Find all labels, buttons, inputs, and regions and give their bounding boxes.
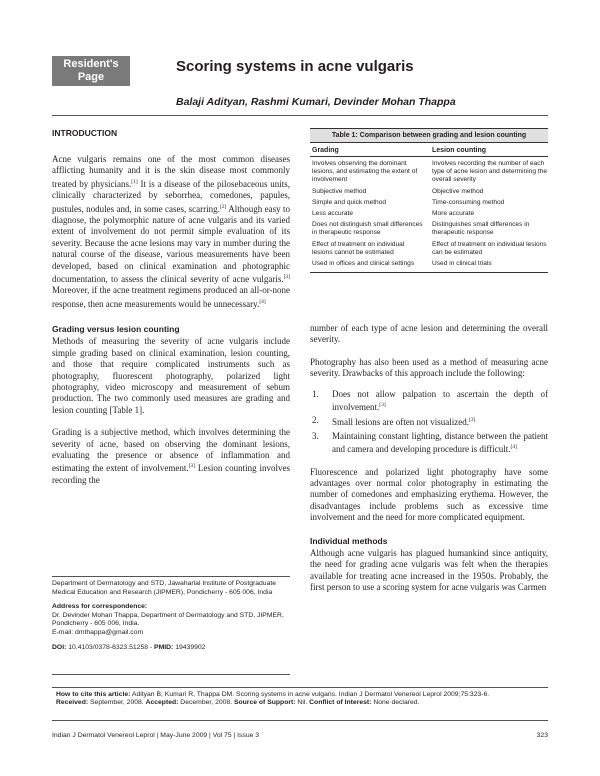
table-cell: Objective method [432, 187, 484, 195]
source-label: Source of Support: [233, 699, 296, 707]
list-item [310, 415, 548, 428]
table-cell: Less accurate [312, 210, 354, 218]
introduction-paragraph [52, 154, 290, 310]
grading-paragraph-2 [52, 427, 290, 486]
individual-methods-heading: Individual methods [310, 535, 388, 546]
grading-text-b: Lesion counting involves recording the [52, 463, 290, 485]
reference-marker: [2] [219, 203, 227, 210]
affiliation-divider [52, 576, 290, 577]
fluorescence-paragraph: Fluorescence and polarized light photography have some advantages over normal color photography in estimating the number of comedones and emphasizing erythema. However, the disadvantages include problems such as excessive time involvement and the need for more complicated equipment. [310, 466, 548, 523]
correspondence-label: Address for correspondence: [52, 603, 148, 611]
photography-drawbacks-list [310, 389, 548, 456]
page-footer [52, 732, 548, 739]
intro-text-b: It is a disease of the pilosebaceous units, clinically characterized by seborrhea, comedones, papules, pustules, nodules and, in some cases, scarring. [52, 178, 291, 214]
list-number: 1. [312, 388, 319, 399]
table-header-grading: Grading [312, 147, 339, 154]
lesion-counting-continued: number of each type of acne lesion and determining the overall severity. [310, 323, 548, 345]
doi-value[interactable]: 10.4103/0378-6323.51258 - [66, 643, 155, 651]
pmid-value[interactable]: 19439902 [173, 643, 206, 651]
table-caption: Table 1: Comparison between grading and lesion counting [310, 129, 548, 143]
reference-marker: [4] [259, 298, 266, 305]
table-cell: Effect of treatment on individual lesions can be estimated [432, 240, 547, 256]
individual-methods-paragraph: Although acne vulgaris has plagued humankind since antiquity, the need for grading acne vulgaris was felt when the therapies available for treating acne increased in the 1950s. Probably, the first person to use a scoring system for acne vulgaris was Carmen [310, 547, 548, 592]
list-text: Does not allow palpation to ascertain the depth of involvement. [332, 388, 548, 413]
residents-page-badge [52, 56, 130, 86]
table-cell: More accurate [432, 210, 475, 218]
table-cell: Simple and quick method [312, 198, 387, 206]
table-cell: Does not distinguish small differences in therapeutic response [312, 221, 423, 237]
accepted-label: Accepted: [145, 699, 179, 707]
reference-marker: [3] [283, 274, 290, 281]
affiliation-text: Department of Dermatology and STD, Jawaharlal Institute of Postgraduate Medical Education and Research (JIPMER), Pondicherry - 605 006, India [52, 580, 277, 596]
page-number: 323 [536, 732, 548, 739]
correspondence-email[interactable]: E-mail: dmthappa@gmail.com [52, 628, 144, 636]
conflict-text: None declared. [371, 699, 420, 707]
intro-text-a: Acne vulgaris remains one of the most common diseases afflicting humanity and it is the skin disease most commonly treated by physicians. [52, 154, 290, 189]
grading-paragraph-1: Methods of measuring the severity of acne vulgaris include simple grading based on clinical examination, lesion counting, and those that require complicated instruments such as photography, fluorescent photography, polarized light photography, video microscopy and measurement of sebum production. The two commonly used measures are grading and lesion counting [Table 1]. [52, 336, 290, 415]
table-header-lesion-counting: Lesion counting [432, 147, 487, 154]
table-cell: Used in offices and clinical settings [312, 260, 415, 268]
reference-marker: [3] [468, 417, 476, 424]
how-to-cite [56, 691, 544, 699]
table-cell: Distinguishes small differences in therapeutic response [432, 221, 530, 237]
table-cell: Effect of treatment on individual lesions cannot be estimated [312, 240, 405, 256]
list-item [310, 431, 548, 456]
reference-marker: [3] [188, 463, 195, 470]
badge-line2: Page [77, 71, 105, 83]
table-cell: Involves recording the number of each type of acne lesion and determining the overall severity [432, 160, 548, 184]
photography-paragraph: Photography has also been used as a method of measuring acne severity. Drawbacks of this approach include the following: [310, 356, 548, 379]
how-to-cite-text: Adityan B, Kumari R, Thappa DM. Scoring systems in acne vulgaris. Indian J Dermatol Venereol Leprol 2009;75:323-6. [130, 691, 490, 698]
table-header [310, 143, 548, 157]
table-cell: Time-consuming method [432, 198, 505, 206]
pmid-label: PMID: [154, 643, 174, 651]
table-cell: Subjective method [312, 187, 367, 195]
reference-marker: [4] [510, 444, 517, 451]
journal-info: Indian J Dermatol Venereol Leprol | May-June 2009 | Vol 75 | Issue 3 [52, 732, 260, 739]
affiliation-block [52, 580, 290, 652]
table-row [310, 187, 548, 198]
badge-line1: Resident's [63, 58, 119, 70]
how-to-cite-label: How to cite this article: [56, 691, 131, 698]
list-number: 3. [312, 430, 319, 441]
author-list: Balaji Adityan, Rashmi Kumari, Devinder Mohan Thappa [176, 96, 456, 108]
intro-text-d: Moreover, if the acne treatment regimens produced an all-or-none response, then acne measurements would be unnecessary. [52, 285, 290, 309]
list-text: Maintaining constant lighting, distance between the patient and camera and developing procedure is difficult. [332, 430, 548, 455]
doi-line [52, 644, 290, 653]
right-column [310, 323, 548, 593]
table-cell: Involves observing the dominant lesions, and estimating the extent of involvement [312, 160, 418, 184]
list-item [310, 389, 548, 414]
received-date: September, 2008. [88, 699, 146, 707]
grading-heading: Grading versus lesion counting [52, 324, 180, 335]
reference-marker: [3] [379, 402, 386, 409]
affiliation-bottom-divider [52, 674, 290, 675]
article-history [56, 699, 544, 707]
table-row [310, 209, 548, 220]
conflict-label: Conflict of Interest: [309, 699, 372, 707]
received-label: Received: [56, 699, 89, 707]
source-text: Nil. [295, 699, 310, 707]
table-row [310, 220, 548, 239]
grading-text-a: Grading is a subjective method, which involves determining the severity of acne, based on observing the dominant lesions, evaluating the presence or absence of inflammation and estimating the extent of involvement. [52, 427, 290, 474]
table-cell: Used in clinical trials [432, 260, 492, 268]
table-row [310, 157, 548, 187]
left-column [52, 128, 290, 486]
article-title: Scoring systems in acne vulgaris [176, 58, 414, 75]
list-text: Small lesions are often not visualized. [332, 417, 469, 428]
citation-box [52, 687, 548, 721]
introduction-heading: INTRODUCTION [52, 128, 118, 138]
list-number: 2. [312, 415, 319, 426]
doi-label: DOI: [52, 643, 67, 651]
header-divider [52, 115, 548, 116]
correspondence-text: Dr. Devinder Mohan Thappa, Department of Dermatology and STD, JIPMER, Pondicherry - 605 006, India. [52, 611, 284, 628]
accepted-date: December, 2008. [178, 699, 234, 707]
comparison-table [310, 128, 548, 273]
reference-marker: [1] [131, 178, 138, 185]
table-row [310, 259, 548, 272]
table-row [310, 198, 548, 209]
table-row [310, 240, 548, 259]
intro-text-c: Although easy to diagnose, the polymorphic nature of acne vulgaris and its varied extent of involvement do not permit simple evaluation of its severity. Because the acne lesions may vary in number during the natural course of the disease, various measurements have been developed, based on clinical examination and photographic documentation, to assess the clinical severity of acne vulgaris. [52, 203, 290, 285]
